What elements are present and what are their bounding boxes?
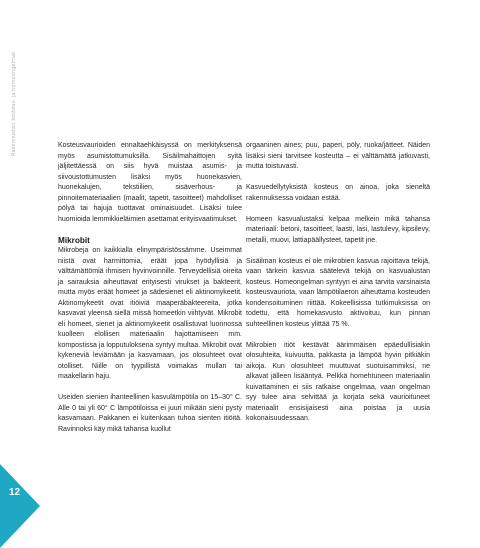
paragraph-living-habits: Kosteusvaurioiden ennaltaehkäisyssä on merkityksensä myös asumistottumuksilla. Sisäilmahaittojen syitä jäljitettäessä on siis hyvä muistaa asumis- ja siivoustottumusten lisäksi myös huonekasvien, huonekalujen, tekstiilien, sisäverhous- ja pinnoitemateriaalien (maalit, tapetit, tasoitteet) mahdolliset pölyä tai hajuja tuottavat ominaisuudet. Lisäksi tulee huomioida lemmikkieläimien asettamat erityisvaatimukset.: [58, 142, 242, 223]
paragraph-temperature: Useiden sienien ihanteellinen kasvulämpötila on 15–30° C. Alle 0 tai yli 60° C lämpötiloissa ei juuri mikään sieni pysty kasvamaan. Pakkanen ei kuitenkaan tuhoa sienten itiöitä. Ravinnoksi käy mikä tahansa kuollut: [58, 394, 242, 433]
running-header: Rakennusten kosteus- ja homeongelmat: [11, 51, 17, 156]
paragraph-moisture-control: Kasvuedellytyksistä kosteus on ainoa, joka sieneltä rakennuksessa voidaan estää.: [246, 184, 430, 202]
paragraph-growth-substrate: Homeen kasvualustaksi kelpaa melkein mikä tahansa materiaali: betoni, tasoitteet, laasti, lasi, lastulevy, kipsilevy, metalli, muovi, lattiapäällysteet, tapetit jne.: [246, 215, 430, 244]
right-column: [246, 141, 430, 435]
section-heading-mikrobit: Mikrobit: [58, 235, 90, 245]
paragraph-nutrients: orgaaninen aines; puu, paperi, pöly, ruoka/jätteet. Näiden lisäksi sieni tarvitsee kosteutta – ei välttämättä jatkuvasti, mutta toistuvasti.: [246, 142, 430, 170]
left-column: [58, 141, 242, 446]
page-corner-triangle: [0, 464, 40, 548]
paragraph-spores: Mikrobien itiöt kestävät äärimmäisen epäedullisiakin olosuhteita, kuivuutta, pakkasta ja lämpöä hyvin pitkiäkin aikoja. Kun olosuhteet muuttuvat suotuisammiksi, ne alkavat jälleen lisääntyä. Pelkkä homehtuneen materiaalin kuivattaminen ei siis ratkaise ongelmaa, vaan ongelman syy tulee aina selvittää ja korjata sekä vaurioituneet materiaalit ensisijaisesti aina poistaa ja uusia kokonaisuudessaan.: [246, 341, 430, 422]
paragraph-microbes: Mikrobeja on kaikkialla elinympäristössämme. Useimmat niistä ovat harmittomia, eräät jopa hyödyllisiä ja välttämättömiä ihmisen hyvinvoinnille. Terveydellisiä oireita ja sairauksia aiheuttavat erityisesti virukset ja bakteerit, mutta myös eräät homeet ja sädesienet eli aktinomykeetit. Aktinomykeetit ovat itiöiviä maaperäbakteereita, jotka kasvavat yleensä siellä missä homeetkin viihtyvät. Mikrobit eli homeet, sienet ja aktinomykeetit osallistuvat luonnossa kuolleen elollisen materiaalin hajottamiseen mm. kompostissa ja lopputuloksena syntyy multaa. Mikrobit ovat kykeneviä leviämään ja kasvamaan, jos olosuhteet ovat otolliset. Niille on tyypillistä voimakas mullan tai maakellarin haju.: [58, 247, 242, 380]
page-number: 12: [9, 487, 21, 498]
paragraph-indoor-humidity: Sisäilman kosteus ei ole mikrobien kasvua rajoittava tekijä, vaan tärkein kasvua säätelevä tekijä on kasvualustan kosteus. Homeongelman syntyyn ei aina tarvita varsinaista kosteusvauriota, vaan lämpötilaeron aiheuttama kosteuden kondensoituminen riittää. Kokeellisissa tutkimuksissa on todettu, että homekasvusto aktivoituu, kun pinnan suhteellinen kosteus ylittää 75 %.: [246, 257, 430, 328]
